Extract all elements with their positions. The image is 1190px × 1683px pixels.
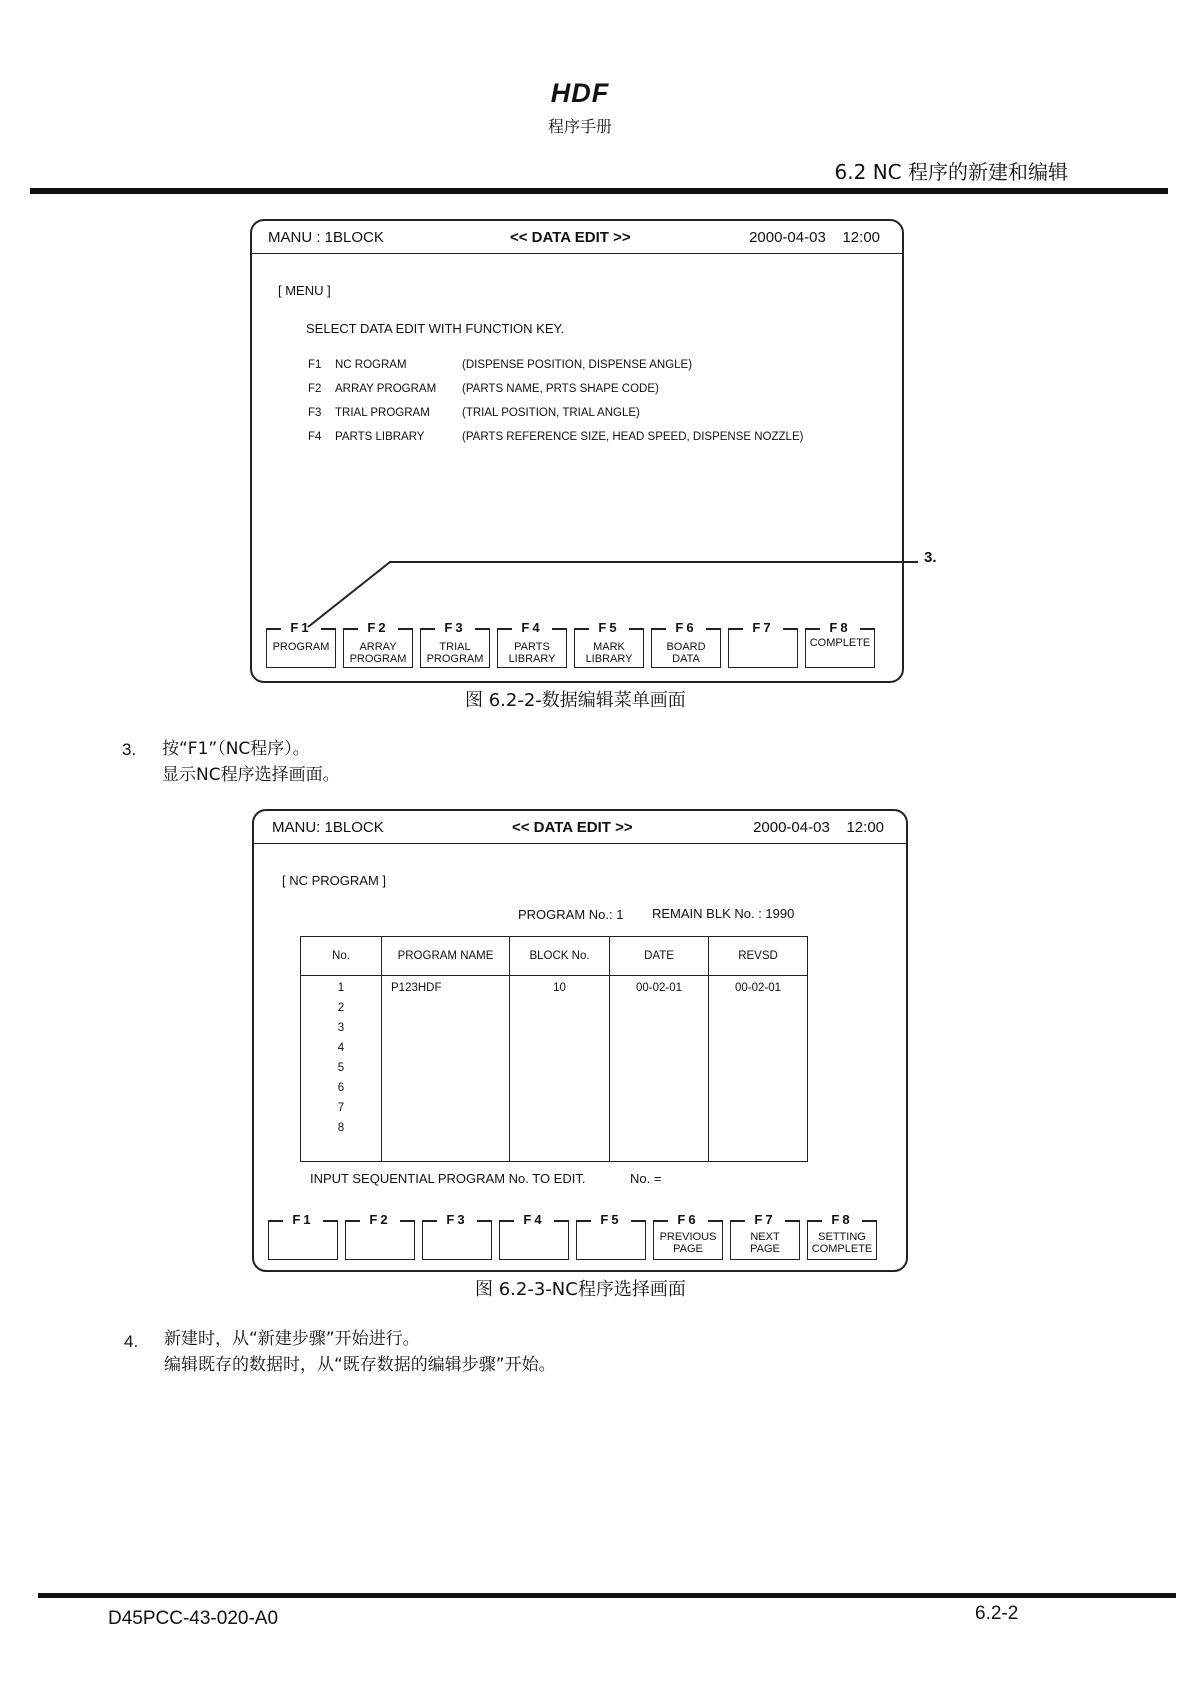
table-row[interactable]: 8 [337,1122,345,1134]
fkey-number: F6 [675,620,697,635]
fkey-label: NEXT PAGE [750,1231,780,1255]
fkey-number: F3 [444,620,466,635]
fkey-label: PARTS LIBRARY [508,641,556,665]
f7-next-page-key[interactable] [730,1214,800,1260]
fkey-number: F8 [831,1212,853,1227]
fkey-number: F1 [290,620,312,635]
callout-line [0,0,1190,700]
fkey-label: ARRAY PROGRAM [349,641,407,665]
menu-desc: (PARTS REFERENCE SIZE, HEAD SPEED, DISPENSE NOZZLE) [462,431,804,443]
f3-key[interactable] [422,1214,492,1260]
screen-title: << DATA EDIT >> [512,819,633,836]
manual-subtitle: 程序手册 [547,117,612,136]
fkey-number: F4 [523,1212,545,1227]
column-header-no: No. [301,937,382,976]
manual-title: HDF [550,78,610,108]
footer-rule [38,1593,1176,1598]
column-header-program-name: PROGRAM NAME [382,937,510,976]
fkey-label: PREVIOUS PAGE [659,1231,717,1255]
fkey-label: TRIAL PROGRAM [426,641,484,665]
fkey-label: PROGRAM [272,641,330,653]
f5-key[interactable] [576,1214,646,1260]
step-4-text [164,1326,556,1378]
function-key-bar [268,1214,892,1262]
menu-instruction: SELECT DATA EDIT WITH FUNCTION KEY. [306,321,565,336]
step-3-line1: 按“F1”（NC程序）。 [162,739,310,759]
fkey-number: F6 [677,1212,699,1227]
fkey-number: F7 [754,1212,776,1227]
screen-header [254,811,906,844]
document-number: D45PCC-43-020-A0 [108,1608,279,1629]
figure-caption-1: 图 6.2-2-数据编辑菜单画面 [465,690,686,711]
f8-setting-complete-key[interactable] [807,1214,877,1260]
page-number: 6.2-2 [975,1603,1019,1624]
fkey-label: MARK LIBRARY [585,641,633,665]
menu-name: ARRAY PROGRAM [335,383,437,395]
section-title: 6.2 NC 程序的新建和编辑 [834,160,1068,184]
program-name-column [382,976,510,1162]
table-row[interactable]: 4 [337,1042,345,1054]
f2-key[interactable] [345,1214,415,1260]
step-4-number: 4. [124,1332,139,1351]
date-column [610,976,709,1162]
fkey-number: F2 [367,620,389,635]
no-column [301,976,382,1162]
menu-section-label: [ MENU ] [278,283,331,298]
program-number-input[interactable]: No. = [630,1171,662,1186]
menu-desc: (DISPENSE POSITION, DISPENSE ANGLE) [462,359,693,371]
menu-name: NC ROGRAM [335,359,407,371]
table-row[interactable]: 2 [337,1002,345,1014]
menu-name: PARTS LIBRARY [335,431,425,443]
f6-previous-page-key[interactable] [653,1214,723,1260]
table-row[interactable]: 6 [337,1082,345,1094]
program-number: PROGRAM No.: 1 [518,907,624,922]
step-3-text [162,736,340,788]
revsd-cell: 00-02-01 [734,982,782,994]
menu-name: TRIAL PROGRAM [335,407,430,419]
fkey-number: F5 [598,620,620,635]
mode-label: MANU: 1BLOCK [272,819,384,836]
program-table [300,936,808,1162]
fkey-number: F2 [369,1212,391,1227]
menu-desc: (PARTS NAME, PRTS SHAPE CODE) [462,383,659,395]
step-3-line2: 显示NC程序选择画面。 [162,765,340,785]
block-no-cell: 10 [553,982,566,994]
date-cell: 00-02-01 [635,982,683,994]
screen-title: << DATA EDIT >> [510,229,631,246]
step-3-number: 3. [122,740,137,759]
table-row[interactable]: 3 [337,1022,345,1034]
menu-key: F1 [308,359,322,371]
nc-program-select-screen [252,809,908,1272]
step-4-line2: 编辑既存的数据时，从“既存数据的编辑步骤”开始。 [164,1355,556,1375]
menu-key: F2 [308,383,322,395]
menu-key: F4 [308,431,322,443]
fkey-number: F5 [600,1212,622,1227]
datetime: 2000-04-03 12:00 [749,229,880,246]
input-prompt: INPUT SEQUENTIAL PROGRAM No. TO EDIT. [310,1171,586,1186]
menu-desc: (TRIAL POSITION, TRIAL ANGLE) [462,407,640,419]
step-4-line1: 新建时，从“新建步骤”开始进行。 [164,1329,420,1349]
revsd-column [709,976,808,1162]
fkey-number: F4 [521,620,543,635]
fkey-label: BOARD DATA [666,641,706,665]
f1-key[interactable] [268,1214,338,1260]
fkey-number: F7 [752,620,774,635]
fkey-number: F8 [829,620,851,635]
remaining-blocks: REMAIN BLK No. : 1990 [652,906,795,921]
block-no-column [510,976,610,1162]
figure-caption-2: 图 6.2-3-NC程序选择画面 [475,1279,686,1300]
fkey-label: SETTING COMPLETE [811,1231,873,1255]
menu-key: F3 [308,407,322,419]
table-row[interactable]: 5 [337,1062,345,1074]
f4-key[interactable] [499,1214,569,1260]
fkey-label: COMPLETE [809,637,871,649]
fkey-number: F3 [446,1212,468,1227]
datetime: 2000-04-03 12:00 [753,819,884,836]
nc-program-section-label: [ NC PROGRAM ] [282,873,387,888]
column-header-revsd: REVSD [709,937,808,976]
fkey-number: F1 [292,1212,314,1227]
mode-label: MANU : 1BLOCK [268,229,384,246]
callout-label: 3. [924,549,937,566]
program-name-cell: P123HDF [391,982,442,994]
column-header-block-no: BLOCK No. [510,937,610,976]
table-row[interactable]: 1 [337,982,345,994]
column-header-date: DATE [610,937,709,976]
table-row[interactable]: 7 [337,1102,345,1114]
